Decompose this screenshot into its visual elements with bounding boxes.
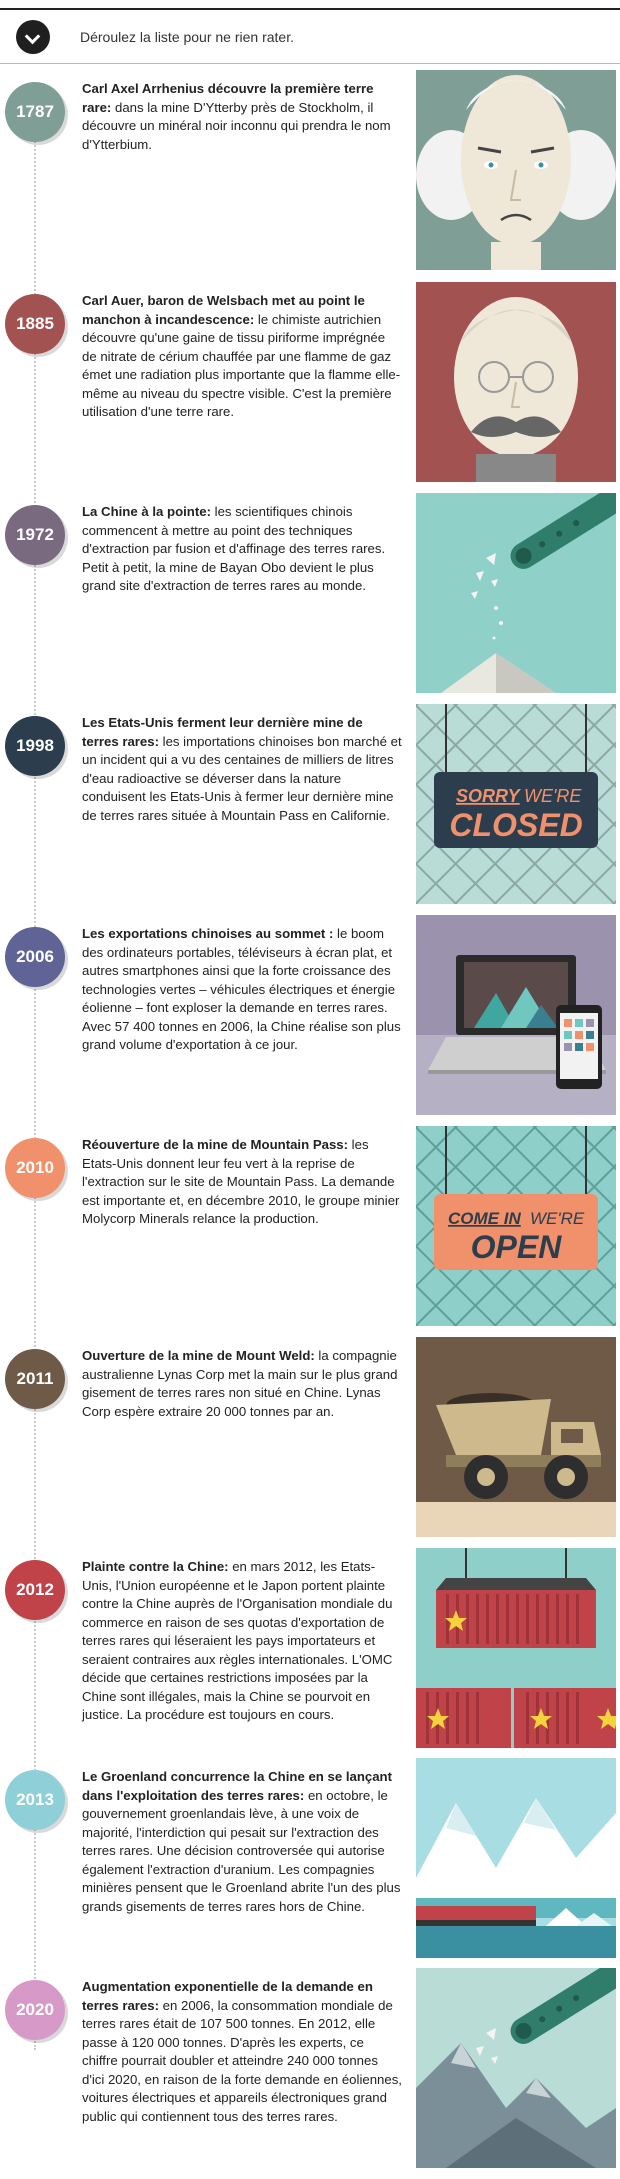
timeline-event-2011	[0, 1337, 620, 1542]
year-badge: 2020	[5, 1980, 65, 2040]
event-text	[82, 503, 402, 596]
year-badge: 2006	[5, 927, 65, 987]
laptop-smartphone-illustration	[416, 915, 616, 1115]
timeline-event-2006	[0, 915, 620, 1120]
event-text	[82, 292, 402, 422]
year-badge: 1787	[5, 82, 65, 142]
event-title: Plainte contre la Chine:	[82, 1559, 229, 1574]
year-badge: 2011	[5, 1349, 65, 1409]
event-text	[82, 1768, 402, 1916]
welsbach-portrait-illustration	[416, 282, 616, 482]
intro-text: Déroulez la liste pour ne rien rater.	[80, 29, 294, 45]
event-body: les importations chinoises bon marché et un incident qui a vu des centaines de milliers de litres d'eau radioactive se déverser dans la nature conduisent les Etats-Unis à fermer leur dernière mine de terres rares située à Mountain Pass en Californie.	[82, 733, 402, 823]
mining-truck-illustration	[416, 1337, 616, 1537]
closed-sign-illustration	[416, 704, 616, 904]
year-badge: 1972	[5, 505, 65, 565]
event-title: La Chine à la pointe:	[82, 504, 211, 519]
timeline-event-2010	[0, 1126, 620, 1331]
event-body: les Etats-Unis donnent leur feu vert à la reprise de l'extraction sur le site de Mountain Pass. La demande est importante et, en décembre 2010, le groupe minier Molycorp Minerals relance la production.	[82, 1137, 400, 1226]
year-badge: 2013	[5, 1770, 65, 1830]
event-body: en mars 2012, les Etats-Unis, l'Union européenne et le Japon portent plainte contre la Chine auprès de l'Organisation mondiale du commerce en raison de ses quotas d'exportation de terres rares qui léseraient les pays importateurs et seraient contraires aux règles internationales. L'OMC décide que certaines restrictions imposées par la Chine sont illégales, mais la Chine se pourvoit en justice. La procédure est toujours en cours.	[82, 1559, 393, 1722]
sign-top2-text: WE'RE	[530, 1209, 585, 1228]
sign-top2-text: WE'RE	[524, 786, 582, 806]
sign-top-text: SORRY	[456, 786, 520, 806]
event-text	[82, 1978, 402, 2126]
event-text	[82, 1558, 402, 1725]
scroll-down-button[interactable]	[16, 20, 50, 54]
event-title: Les Etats-Unis ferment leur dernière mine de terres rares:	[82, 715, 363, 749]
year-badge: 1998	[5, 716, 65, 776]
conveyor-belt-illustration	[416, 493, 616, 693]
timeline-event-2013	[0, 1758, 620, 1963]
event-title: Ouverture de la mine de Mount Weld:	[82, 1348, 315, 1363]
event-title: Les exportations chinoises au sommet :	[82, 926, 334, 941]
event-body: en 2006, la consommation mondiale de terres rares était de 107 500 tonnes. En 2012, elle passe à 120 000 tonnes. D'après les experts, ce chiffre pourrait doubler et atteindre 240 000 tonnes d'ici 2020, en raison de la forte demande en éoliennes, voitures électriques et appareils électroniques grand public qui contiennent tous des terres rares.	[82, 1997, 402, 2124]
event-body: en octobre, le gouvernement groenlandais lève, à une voix de majorité, l'interdiction qui pesait sur l'extraction des terres rares. Une décision controversée qui autorise également l'extraction d'uranium. Les compagnies minières pensent que le Groenland abrite l'un des plus grands gisements de terres rares hors de Chine.	[82, 1787, 401, 1914]
event-body: les scientifiques chinois commencent à mettre au point des techniques d'extraction par fusion et d'affinage des terres rares. Petit à petit, la mine de Bayan Obo devient le plus grand site d'extraction de terres rares au monde.	[82, 504, 386, 593]
year-badge: 2010	[5, 1138, 65, 1198]
event-text	[82, 80, 402, 154]
conveyor-mountains-illustration	[416, 1968, 616, 2168]
event-title: Le Groenland concurrence la Chine en se lançant dans l'exploitation des terres rares:	[82, 1769, 392, 1803]
timeline-event-2012	[0, 1548, 620, 1753]
event-title: Carl Axel Arrhenius découvre la première terre rare:	[82, 81, 374, 115]
year-badge: 1885	[5, 294, 65, 354]
sign-main-text: OPEN	[470, 1229, 562, 1265]
open-sign-illustration	[416, 1126, 616, 1326]
event-body: dans la mine D'Ytterby près de Stockholm, il découvre un minéral noir inconnu qui prendra le nom d'Ytterbium.	[82, 99, 391, 152]
header-bar	[0, 8, 620, 64]
event-text	[82, 1136, 402, 1229]
event-body: la compagnie australienne Lynas Corp met la main sur le plus grand gisement de terres rares non situé en Chine. Lynas Corp espère extraire 20 000 tonnes par an.	[82, 1348, 398, 1419]
timeline-event-1998	[0, 704, 620, 909]
sign-main-text: CLOSED	[449, 807, 583, 843]
event-text	[82, 714, 402, 825]
event-text	[82, 925, 402, 1055]
event-body: le boom des ordinateurs portables, téléviseurs à écran plat, et autres smartphones ainsi que la forte croissance des technologies vertes – véhicules électriques et énergie éolienne – font exploser la demande en terres rares. Avec 57 400 tonnes en 2006, la Chine réalise son plus grand volume d'exportation à ce jour.	[82, 926, 401, 1052]
event-title: Augmentation exponentielle de la demande en terres rares:	[82, 1979, 373, 2013]
event-text	[82, 1347, 402, 1421]
timeline-event-1972	[0, 493, 620, 698]
event-title: Carl Auer, baron de Welsbach met au point le manchon à incandescence:	[82, 293, 365, 327]
arrhenius-portrait-illustration	[416, 70, 616, 270]
year-badge: 2012	[5, 1560, 65, 1620]
timeline-event-1885	[0, 282, 620, 487]
timeline-event-2020	[0, 1968, 620, 2173]
timeline-event-1787	[0, 70, 620, 275]
sign-top-text: COME IN	[448, 1209, 521, 1228]
shipping-containers-illustration	[416, 1548, 616, 1748]
event-body: le chimiste autrichien découvre qu'une gaine de tissu piriforme imprégnée de nitrate de cérium chauffée par une flamme de gaz émet une radiation plus importante que la flamme elle-même au niveau du spectre visible. C'est la première utilisation d'une terre rare.	[82, 311, 401, 419]
greenland-landscape-illustration	[416, 1758, 616, 1958]
event-title: Réouverture de la mine de Mountain Pass:	[82, 1137, 349, 1152]
